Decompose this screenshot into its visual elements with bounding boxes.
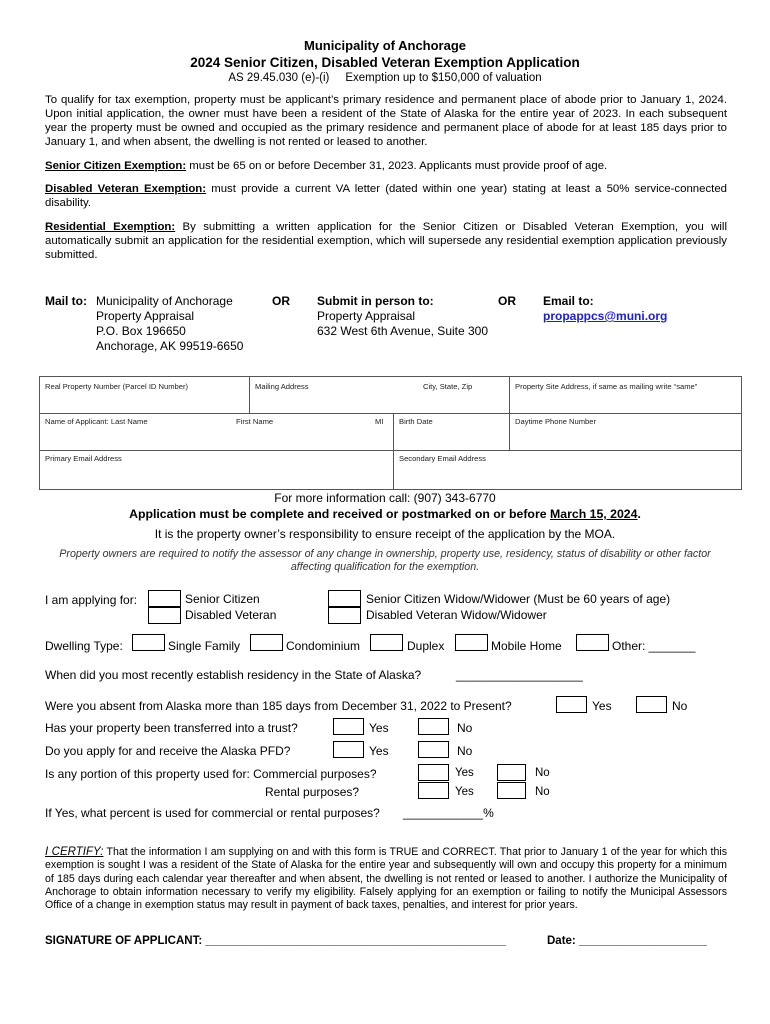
commercial-no-label: No xyxy=(535,767,550,779)
deadline-line xyxy=(0,507,770,521)
in-person-address xyxy=(317,294,488,339)
parcel-id-label: Real Property Number (Parcel ID Number) xyxy=(45,382,189,391)
senior-widow-checkbox[interactable] xyxy=(328,590,361,607)
pfd-question: Do you apply for and receive the Alaska PFD? xyxy=(45,744,291,758)
phone-label: Daytime Phone Number xyxy=(515,417,597,426)
signature-line[interactable]: SIGNATURE OF APPLICANT: _______________________________________________ xyxy=(45,935,506,947)
email-label: Email to: xyxy=(543,294,594,308)
disabled-veteran-checkbox[interactable] xyxy=(148,607,181,624)
commercial-question: Is any portion of this property used for: Commercial purposes? xyxy=(45,767,377,781)
other-dwelling-checkbox[interactable] xyxy=(576,634,609,651)
mobile-home-option: Mobile Home xyxy=(491,639,562,653)
intro-paragraph: To qualify for tax exemption, property must be applicant’s primary residence and permanent place of abode prior to January 1, 2024. Upon initial application, the owner must have been a resident of the State of Alaska for the entire year of 2023. In each subsequent year the property must be owned and occupied as the primary residence and permanent place of abode for at least 185 days prior to January 1, and when absent, the dwelling is not rented or leased to another. xyxy=(45,94,727,148)
or-separator: OR xyxy=(498,294,516,308)
absent-yes-label: Yes xyxy=(592,699,612,713)
single-family-checkbox[interactable] xyxy=(132,634,165,651)
deadline-period: . xyxy=(637,507,641,521)
trust-question: Has your property been transferred into a trust? xyxy=(45,721,298,735)
commercial-yes-checkbox[interactable] xyxy=(418,764,449,781)
last-name-label: Name of Applicant: Last Name xyxy=(45,417,148,426)
trust-yes-checkbox[interactable] xyxy=(333,718,364,735)
condominium-checkbox[interactable] xyxy=(250,634,283,651)
senior-citizen-option: Senior Citizen xyxy=(185,592,260,606)
mobile-home-checkbox[interactable] xyxy=(455,634,488,651)
first-name-label: First Name xyxy=(236,417,274,426)
absent-no-label: No xyxy=(672,699,688,713)
senior-exemption-label: Senior Citizen Exemption: xyxy=(45,160,187,172)
rental-yes-label: Yes xyxy=(455,786,474,798)
certify-label: I CERTIFY: xyxy=(45,846,104,858)
rental-question: Rental purposes? xyxy=(265,785,360,799)
senior-citizen-checkbox[interactable] xyxy=(148,590,181,607)
pfd-no-checkbox[interactable] xyxy=(418,741,449,758)
absent-question: Were you absent from Alaska more than 185 days from December 31, 2022 to Present? xyxy=(45,699,512,713)
commercial-no-checkbox[interactable] xyxy=(497,764,526,781)
veteran-exemption-paragraph xyxy=(45,182,727,210)
percent-blank[interactable]: ____________% xyxy=(403,806,494,820)
other-dwelling-option: Other: _______ xyxy=(612,639,696,653)
veteran-widow-checkbox[interactable] xyxy=(328,607,361,624)
condominium-option: Condominium xyxy=(286,639,361,653)
dwelling-type-label: Dwelling Type: xyxy=(45,639,123,653)
senior-exemption-text: must be 65 on or before December 31, 2023. Applicants must provide proof of age. xyxy=(186,160,608,172)
residential-exemption-label: Residential Exemption: xyxy=(45,221,176,233)
commercial-yes-label: Yes xyxy=(455,767,474,779)
deadline-text: Application must be complete and received or postmarked on or before xyxy=(129,507,550,521)
mail-address xyxy=(96,294,243,354)
in-person-line: Property Appraisal xyxy=(317,309,416,323)
or-separator: OR xyxy=(272,294,290,308)
rental-yes-checkbox[interactable] xyxy=(418,782,449,799)
absent-yes-checkbox[interactable] xyxy=(556,696,587,713)
trust-yes-label: Yes xyxy=(369,721,389,735)
responsibility-line: It is the property owner’s responsibility to ensure receipt of the application by the MOA. xyxy=(154,527,616,541)
form-title: 2024 Senior Citizen, Disabled Veteran Exemption Application xyxy=(190,55,580,70)
statute-line: AS 29.45.030 (e)-(i) Exemption up to $150,000 of valuation xyxy=(228,72,542,84)
info-phone-line: For more information call: (907) 343-6770 xyxy=(274,491,496,505)
mailing-address-label: Mailing Address xyxy=(255,382,309,391)
in-person-line: 632 West 6th Avenue, Suite 300 xyxy=(317,324,489,338)
mail-line: Property Appraisal xyxy=(96,309,195,323)
mail-to-label: Mail to: xyxy=(45,294,87,308)
primary-email-label: Primary Email Address xyxy=(45,454,122,463)
trust-no-checkbox[interactable] xyxy=(418,718,449,735)
org-name: Municipality of Anchorage xyxy=(303,38,467,53)
signature-date-line[interactable]: Date: ____________________ xyxy=(547,935,707,947)
residency-question: When did you most recently establish residency in the State of Alaska? xyxy=(45,668,422,682)
residential-exemption-paragraph xyxy=(45,220,727,262)
mail-line: Municipality of Anchorage xyxy=(96,294,233,308)
certify-text: That the information I am supplying on and with this form is TRUE and CORRECT. That prior to January 1 of the year for which this exemption is sought I was a resident of the State of Alaska for the entire year and subsequently will own and occupy this property for a minimum of 185 days during each calendar year thereafter and when absent, the dwelling is not rented or leased to another. I authorize the Municipality of Anchorage to obtain information necessary to verify my eligibility. Falsely applying for an exemption or failing to notify the Municipal Assessors Office of a change in exemption status may result in payment of back taxes, penalties, and interest for prior years. xyxy=(45,846,728,912)
in-person-label: Submit in person to: xyxy=(317,294,434,308)
residency-date-blank[interactable]: ___________________ xyxy=(456,668,583,682)
senior-widow-option: Senior Citizen Widow/Widower (Must be 60 years of age) xyxy=(366,592,671,606)
pfd-yes-checkbox[interactable] xyxy=(333,741,364,758)
single-family-option: Single Family xyxy=(168,639,241,653)
duplex-option: Duplex xyxy=(407,639,445,653)
secondary-email-label: Secondary Email Address xyxy=(399,454,486,463)
middle-initial-label: MI xyxy=(375,417,384,426)
deadline-date: March 15, 2024 xyxy=(549,507,638,521)
duplex-checkbox[interactable] xyxy=(370,634,403,651)
notify-assessor-note: Property owners are required to notify the assessor of any change in ownership, property use, residency, status of disability or other factor affecting qualification for the exemption. xyxy=(59,548,711,573)
residential-exemption-text: By submitting a written application for the Senior Citizen or Disabled Veteran Exemption, you will automatically submit an application for the residential exemption, which will supersede any residential exemption application previously submitted. xyxy=(45,221,727,261)
site-address-label: Property Site Address, if same as mailing write “same” xyxy=(515,382,698,391)
rental-no-label: No xyxy=(535,786,550,798)
veteran-exemption-label: Disabled Veteran Exemption: xyxy=(45,183,207,195)
veteran-exemption-text: must provide a current VA letter (dated within one year) stating at least a 50% service-connected disability. xyxy=(45,183,727,209)
rental-no-checkbox[interactable] xyxy=(497,782,526,799)
certify-paragraph xyxy=(45,846,727,912)
pfd-no-label: No xyxy=(457,744,473,758)
veteran-widow-option: Disabled Veteran Widow/Widower xyxy=(366,608,547,622)
absent-no-checkbox[interactable] xyxy=(636,696,667,713)
disabled-veteran-option: Disabled Veteran xyxy=(185,608,277,622)
mail-line: P.O. Box 196650 xyxy=(96,324,186,338)
city-state-zip-label: City, State, Zip xyxy=(423,382,473,391)
pfd-yes-label: Yes xyxy=(369,744,389,758)
email-block xyxy=(543,294,667,324)
birth-date-label: Birth Date xyxy=(399,417,433,426)
applying-for-label: I am applying for: xyxy=(45,593,138,607)
percent-question: If Yes, what percent is used for commercial or rental purposes? xyxy=(45,806,380,820)
senior-exemption-paragraph xyxy=(45,159,727,173)
mail-line: Anchorage, AK 99519-6650 xyxy=(96,339,244,353)
email-link[interactable]: propappcs@muni.org xyxy=(543,309,668,323)
trust-no-label: No xyxy=(457,721,473,735)
